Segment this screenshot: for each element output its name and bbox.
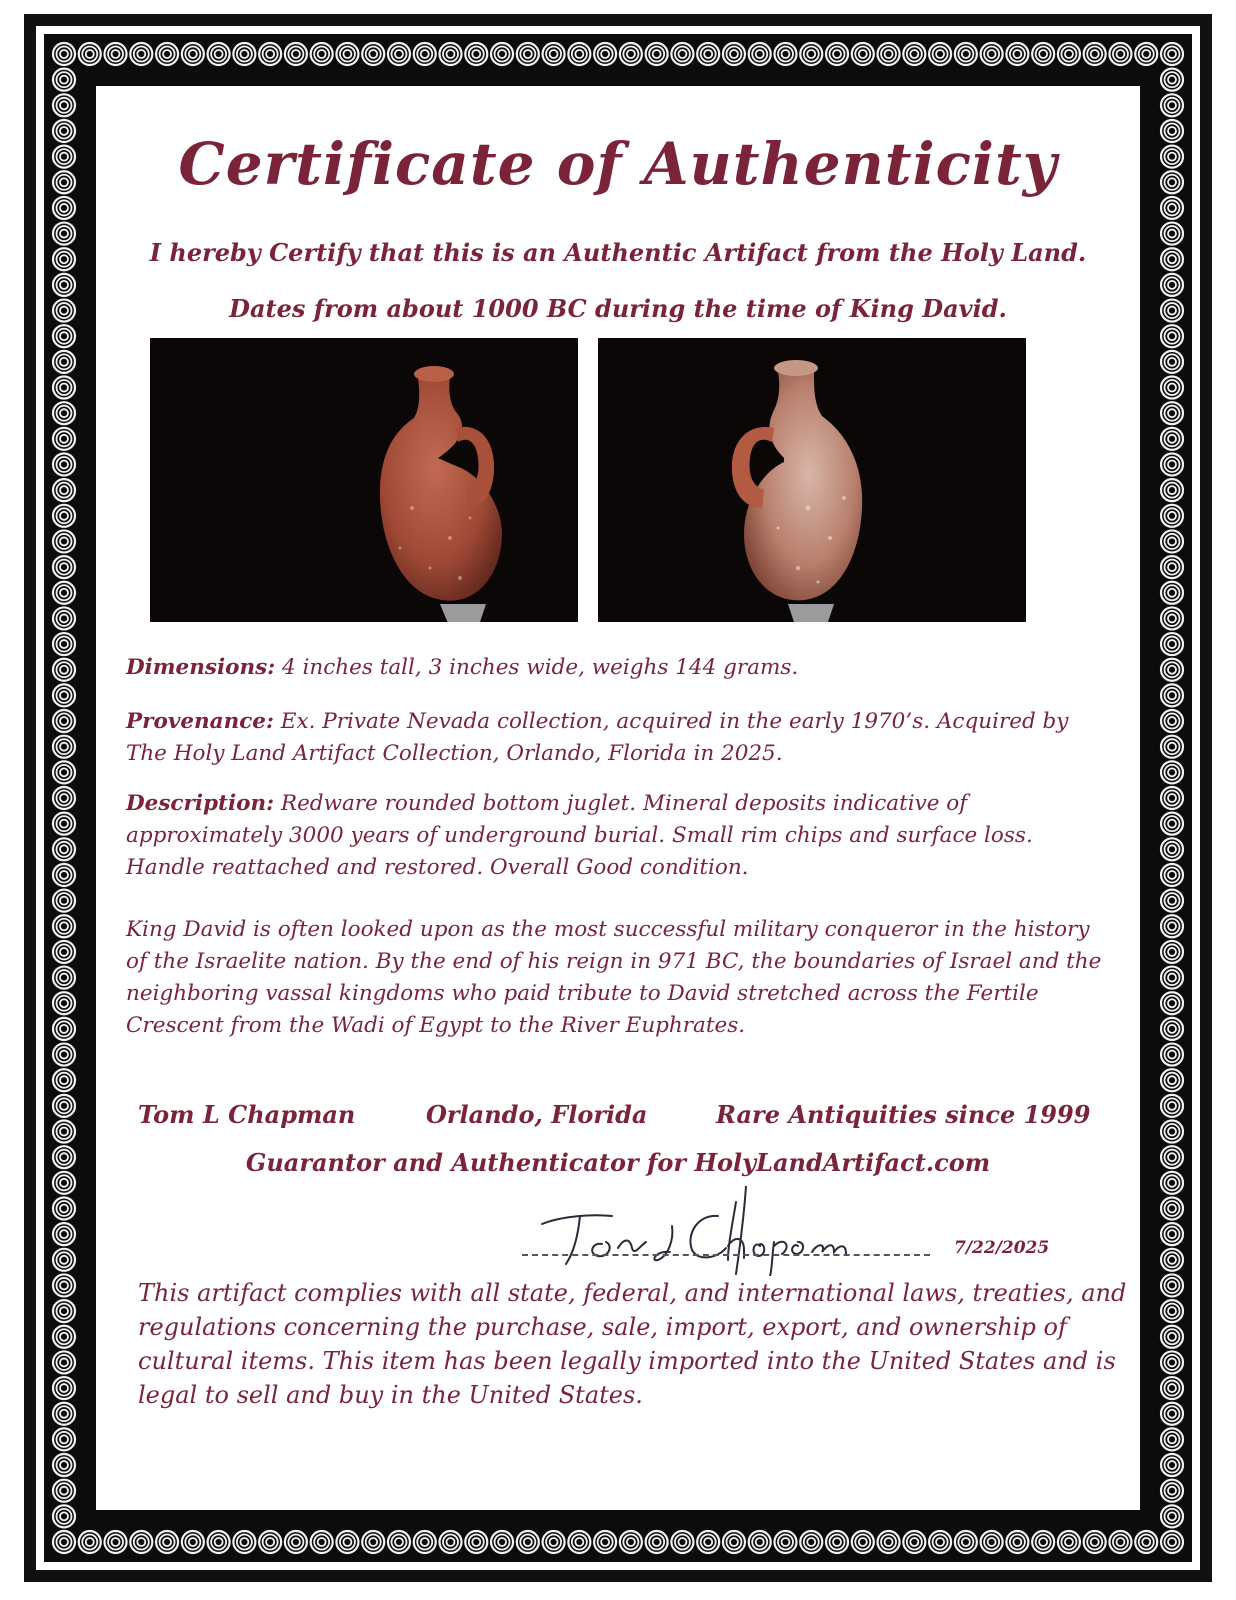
border-ring (362, 43, 384, 65)
border-ring (208, 43, 230, 65)
border-ring (1161, 479, 1183, 501)
border-ring (697, 1531, 719, 1553)
border-ring (620, 43, 642, 65)
border-ring (1161, 1403, 1183, 1425)
border-ring (1161, 838, 1183, 860)
border-ring (465, 1531, 487, 1553)
border-ring (182, 1531, 204, 1553)
border-ring (336, 1531, 358, 1553)
border-ring (1161, 1428, 1183, 1450)
border-ring (1161, 377, 1183, 399)
border-ring (1084, 43, 1106, 65)
border-ring (1161, 428, 1183, 450)
border-ring (1161, 1197, 1183, 1219)
border-ring (259, 43, 281, 65)
border-ring (1109, 43, 1131, 65)
signature-line (522, 1254, 930, 1256)
border-ring (929, 43, 951, 65)
border-ring (53, 992, 75, 1014)
border-ring (1161, 710, 1183, 732)
border-ring (53, 428, 75, 450)
border-ring (53, 838, 75, 860)
border-ring (130, 1531, 152, 1553)
border-ring (1161, 1480, 1183, 1502)
border-ring (53, 1121, 75, 1143)
border-ring (543, 43, 565, 65)
handwritten-signature (522, 1186, 932, 1276)
border-ring (1161, 992, 1183, 1014)
certificate-body (96, 86, 1140, 1510)
border-ring (1161, 1351, 1183, 1373)
border-ring (53, 530, 75, 552)
border-ring (1135, 1531, 1157, 1553)
border-ring (1161, 171, 1183, 193)
border-ring (646, 1531, 668, 1553)
border-ring (1161, 1146, 1183, 1168)
border-ring (53, 43, 75, 65)
border-ring (517, 1531, 539, 1553)
border-ring (1161, 1300, 1183, 1322)
border-ring (697, 43, 719, 65)
border-ring (53, 351, 75, 373)
border-ring (53, 1454, 75, 1476)
border-ring (491, 1531, 513, 1553)
border-ring (646, 43, 668, 65)
border-ring (53, 1069, 75, 1091)
border-ring (594, 1531, 616, 1553)
border-ring (1161, 402, 1183, 424)
border-ring (362, 1531, 384, 1553)
border-ring (156, 43, 178, 65)
border-ring (53, 300, 75, 322)
border-ring (1161, 1531, 1183, 1553)
border-ring (53, 1505, 75, 1527)
border-ring (1161, 1172, 1183, 1194)
border-ring (53, 684, 75, 706)
border-ring (903, 1531, 925, 1553)
border-ring (929, 1531, 951, 1553)
border-ring (414, 1531, 436, 1553)
border-ring (1161, 43, 1183, 65)
border-ring (53, 1018, 75, 1040)
border-ring (53, 813, 75, 835)
border-ring (1161, 453, 1183, 475)
border-ring (53, 1326, 75, 1348)
svg-text:Tom L Chapman: Tom L Chapman (522, 1186, 531, 1187)
border-ring (1058, 1531, 1080, 1553)
border-ring (53, 377, 75, 399)
border-ring (1161, 1044, 1183, 1066)
border-ring (1161, 1274, 1183, 1296)
border-ring (878, 43, 900, 65)
border-ring (53, 1197, 75, 1219)
border-ring (53, 223, 75, 245)
border-ring (1161, 325, 1183, 347)
border-ring (852, 43, 874, 65)
border-ring (1161, 351, 1183, 373)
border-ring (53, 787, 75, 809)
certificate-title: Certificate of Authenticity (178, 130, 1058, 198)
border-ring (53, 453, 75, 475)
dimensions-text: 4 inches tall, 3 inches wide, weighs 144 grams. (275, 655, 799, 680)
provenance-paragraph (126, 706, 1116, 770)
border-ring (53, 890, 75, 912)
border-ring (465, 43, 487, 65)
border-ring (1006, 43, 1028, 65)
artifact-photo-front (150, 338, 578, 622)
border-ring (1032, 1531, 1054, 1553)
border-ring (53, 607, 75, 629)
border-ring (79, 1531, 101, 1553)
border-ring (285, 1531, 307, 1553)
border-ring (53, 1377, 75, 1399)
legal-compliance-text: This artifact complies with all state, federal, and international laws, treaties, and regulations concerning the purchase, sale, import, export, and ownership of cultural items. This item has been legally imported into the United States and is legal to sell and buy in the United States. (138, 1279, 1127, 1409)
border-ring (53, 633, 75, 655)
border-ring (1161, 659, 1183, 681)
border-ring (1161, 582, 1183, 604)
border-ring (1161, 787, 1183, 809)
border-ring (1161, 1018, 1183, 1040)
border-ring (1161, 813, 1183, 835)
border-ring (53, 967, 75, 989)
border-ring (594, 43, 616, 65)
border-ring (1058, 43, 1080, 65)
border-ring (1161, 890, 1183, 912)
border-ring (1161, 120, 1183, 142)
border-ring (955, 43, 977, 65)
border-ring (1084, 1531, 1106, 1553)
provenance-label: Provenance: (126, 709, 274, 734)
border-ring (53, 274, 75, 296)
border-ring (53, 941, 75, 963)
border-ring (1161, 274, 1183, 296)
signatory-location: Orlando, Florida (426, 1100, 648, 1129)
border-ring (981, 43, 1003, 65)
border-ring (1161, 505, 1183, 527)
border-ring (53, 248, 75, 270)
border-ring (878, 1531, 900, 1553)
border-ring (53, 1403, 75, 1425)
border-ring (1161, 684, 1183, 706)
description-text: Redware rounded bottom juglet. Mineral deposits indicative of approximately 3000 years of underground burial. Small rim chips and surface loss. Handle reattached and restored. Overall Good condition. (126, 791, 1033, 880)
border-ring (182, 43, 204, 65)
border-ring (1161, 1223, 1183, 1245)
border-ring (233, 1531, 255, 1553)
border-ring (53, 659, 75, 681)
border-ring (53, 1223, 75, 1245)
border-ring (1006, 1531, 1028, 1553)
border-ring (53, 325, 75, 347)
border-ring (53, 1146, 75, 1168)
border-ring (1161, 1454, 1183, 1476)
border-ring (1161, 967, 1183, 989)
signature-date: 7/22/2025 (954, 1238, 1050, 1258)
border-ring (1161, 761, 1183, 783)
border-ring (826, 43, 848, 65)
border-ring (517, 43, 539, 65)
border-ring (1161, 1505, 1183, 1527)
border-ring (53, 582, 75, 604)
border-ring (749, 1531, 771, 1553)
border-ring (671, 1531, 693, 1553)
border-ring (53, 120, 75, 142)
history-paragraph: King David is often looked upon as the most successful military conqueror in the history of the Israelite nation. By the end of his reign in 971 BC, the boundaries of Israel and the neighboring vassal kingdoms who paid tribute to David stretched across the Fertile Crescent from the Wadi of Egypt to the River Euphrates. (126, 917, 1102, 1038)
border-ring (568, 1531, 590, 1553)
border-ring (53, 197, 75, 219)
border-ring (53, 402, 75, 424)
border-ring (774, 43, 796, 65)
border-ring (981, 1531, 1003, 1553)
border-ring (723, 1531, 745, 1553)
border-ring (1161, 941, 1183, 963)
border-ring (53, 556, 75, 578)
artifact-photo-back (598, 338, 1026, 622)
border-ring (1161, 1326, 1183, 1348)
border-ring (800, 43, 822, 65)
border-ring (800, 1531, 822, 1553)
border-ring (53, 479, 75, 501)
border-ring (1161, 633, 1183, 655)
dimensions-label: Dimensions: (126, 655, 276, 680)
border-ring (568, 43, 590, 65)
border-ring (826, 1531, 848, 1553)
border-ring (1032, 43, 1054, 65)
border-ring (53, 505, 75, 527)
border-ring (1161, 556, 1183, 578)
border-ring (1161, 1095, 1183, 1117)
border-ring (53, 94, 75, 116)
border-ring (53, 761, 75, 783)
border-ring (1135, 43, 1157, 65)
border-ring (53, 736, 75, 758)
border-ring (543, 1531, 565, 1553)
border-ring (1161, 1377, 1183, 1399)
border-ring (53, 1480, 75, 1502)
border-ring (53, 1351, 75, 1373)
certify-statement: I hereby Certify that this is an Authentic Artifact from the Holy Land. (149, 238, 1087, 267)
border-ring (53, 1095, 75, 1117)
border-ring (1161, 197, 1183, 219)
border-ring (105, 1531, 127, 1553)
border-ring (723, 43, 745, 65)
description-label: Description: (126, 791, 275, 816)
border-ring (53, 864, 75, 886)
border-ring (53, 1044, 75, 1066)
border-ring (53, 1172, 75, 1194)
border-ring (749, 43, 771, 65)
border-ring (1161, 146, 1183, 168)
border-ring (53, 710, 75, 732)
border-ring (1161, 530, 1183, 552)
border-ring (1161, 915, 1183, 937)
border-ring (53, 1428, 75, 1450)
border-ring (1161, 1069, 1183, 1091)
description-paragraph (126, 788, 1116, 884)
border-ring (1161, 864, 1183, 886)
border-ring (53, 1274, 75, 1296)
border-ring (53, 1531, 75, 1553)
border-ring (208, 1531, 230, 1553)
border-ring (130, 43, 152, 65)
border-ring (336, 43, 358, 65)
border-ring (53, 69, 75, 91)
guarantor-line: Guarantor and Authenticator for HolyLandArtifact.com (245, 1148, 991, 1177)
border-ring (105, 43, 127, 65)
border-ring (53, 915, 75, 937)
dimensions-paragraph (126, 652, 1116, 684)
signatory-since: Rare Antiquities since 1999 (716, 1100, 1091, 1129)
border-ring (311, 43, 333, 65)
border-ring (491, 43, 513, 65)
border-ring (774, 1531, 796, 1553)
border-ring (1161, 1249, 1183, 1271)
provenance-text: Ex. Private Nevada collection, acquired in the early 1970’s. Acquired by The Holy Land Artifact Collection, Orlando, Florida in 2025. (126, 709, 1069, 766)
border-ring (1109, 1531, 1131, 1553)
border-ring (156, 1531, 178, 1553)
border-ring (53, 146, 75, 168)
border-ring (259, 1531, 281, 1553)
border-ring (285, 43, 307, 65)
border-ring (53, 1249, 75, 1271)
border-ring (852, 1531, 874, 1553)
border-ring (233, 43, 255, 65)
border-ring (79, 43, 101, 65)
border-ring (388, 43, 410, 65)
border-ring (440, 43, 462, 65)
border-ring (671, 43, 693, 65)
border-ring (1161, 300, 1183, 322)
border-ring (1161, 607, 1183, 629)
border-ring (903, 43, 925, 65)
border-ring (53, 1300, 75, 1322)
border-ring (1161, 69, 1183, 91)
border-ring (620, 1531, 642, 1553)
border-ring (311, 1531, 333, 1553)
border-ring (53, 171, 75, 193)
border-ring (955, 1531, 977, 1553)
border-ring (1161, 1121, 1183, 1143)
signatory-name: Tom L Chapman (138, 1100, 356, 1129)
border-ring (388, 1531, 410, 1553)
border-ring (1161, 736, 1183, 758)
border-ring (440, 1531, 462, 1553)
border-ring (1161, 223, 1183, 245)
border-ring (1161, 248, 1183, 270)
border-ring (1161, 94, 1183, 116)
border-ring (414, 43, 436, 65)
dating-statement: Dates from about 1000 BC during the time of King David. (229, 294, 1007, 323)
